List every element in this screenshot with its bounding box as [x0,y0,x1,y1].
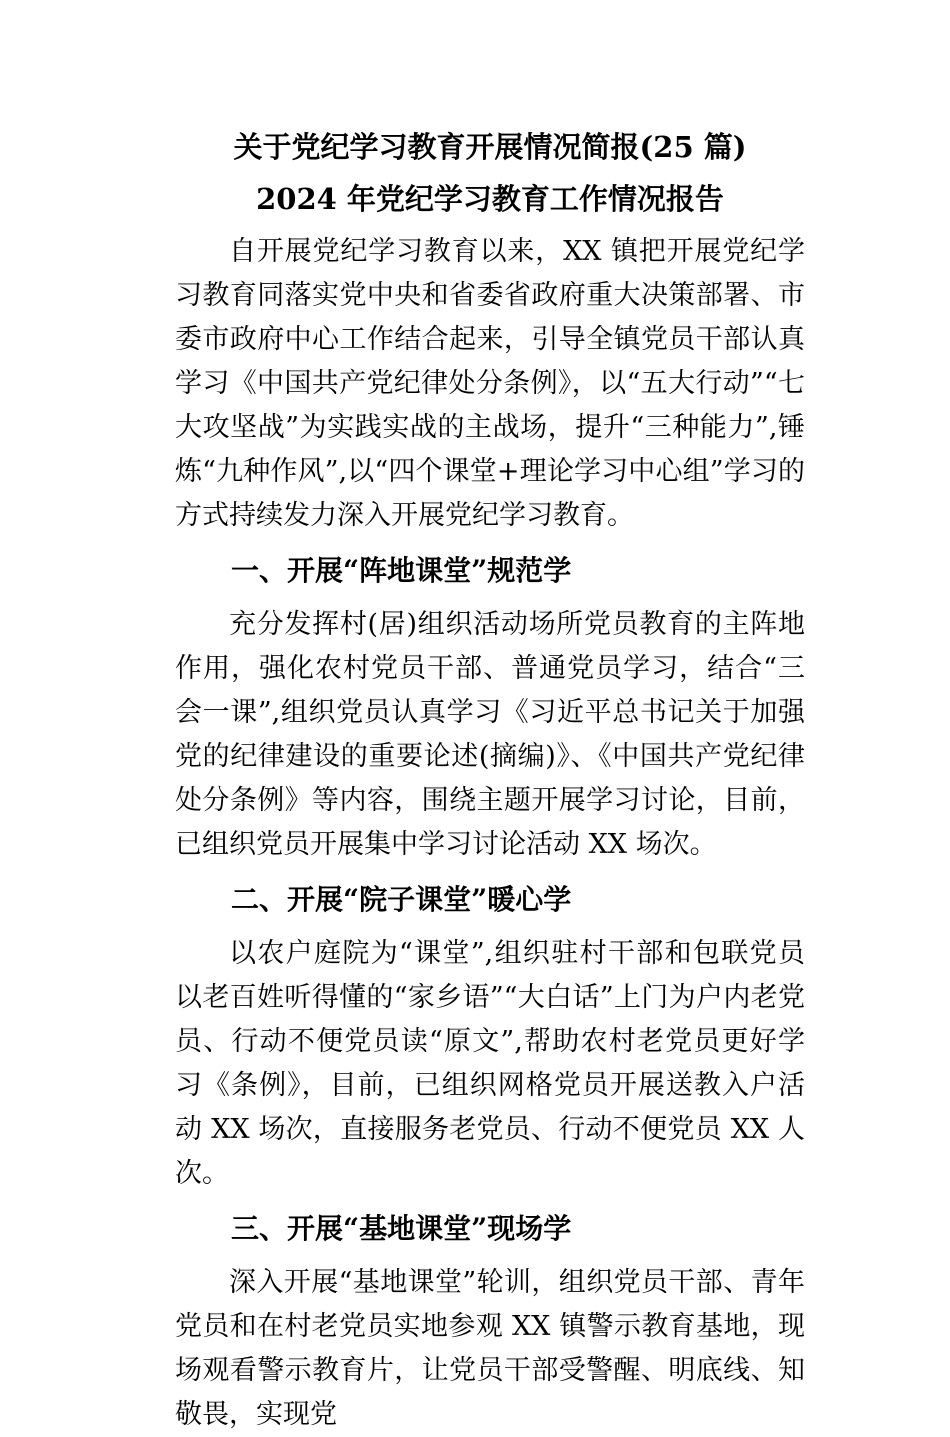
section-1-heading: 一、开展“阵地课堂”规范学 [231,554,572,587]
document-title: 关于党纪学习教育开展情况简报(25 篇) [233,130,747,164]
section-3-heading: 三、开展“基地课堂”现场学 [231,1212,572,1245]
document-subtitle: 2024 年党纪学习教育工作情况报告 [256,182,724,216]
intro-paragraph: 自开展党纪学习教育以来，XX 镇把开展党纪学习教育同落实党中央和省委省政府重大决策部署、市委市政府中心工作结合起来，引导全镇党员干部认真学习《中国共产党纪律处分条例》，以“五大行动”“七大攻坚战”为实践实战的主战场，提升“三种能力”,锤炼“九种作风”,以“四个课堂+理论学习中心组”学习的方式持续发力深入开展党纪学习教育。 [175,236,805,531]
section-1-body: 充分发挥村(居)组织活动场所党员教育的主阵地作用，强化农村党员干部、普通党员学习，结合“三会一课”,组织党员认真学习《习近平总书记关于加强党的纪律建设的重要论述(摘编)》、《中国共产党纪律处分条例》等内容，围绕主题开展学习讨论，目前，已组织党员开展集中学习讨论活动 XX 场次。 [175,609,805,860]
section-2-heading: 二、开展“院子课堂”暖心学 [231,883,572,916]
section-2-body: 以农户庭院为“课堂”,组织驻村干部和包联党员以老百姓听得懂的“家乡语”“大白话”上门为户内老党员、行动不便党员读“原文”,帮助农村老党员更好学习《条例》，目前，已组织网格党员开展送教入户活动 XX 场次，直接服务老党员、行动不便党员 XX 人次。 [175,938,805,1189]
section-3-body: 深入开展“基地课堂”轮训，组织党员干部、青年党员和在村老党员实地参观 XX 镇警示教育基地，现场观看警示教育片，让党员干部受警醒、明底线、知敬畏，实现党 [175,1267,805,1430]
